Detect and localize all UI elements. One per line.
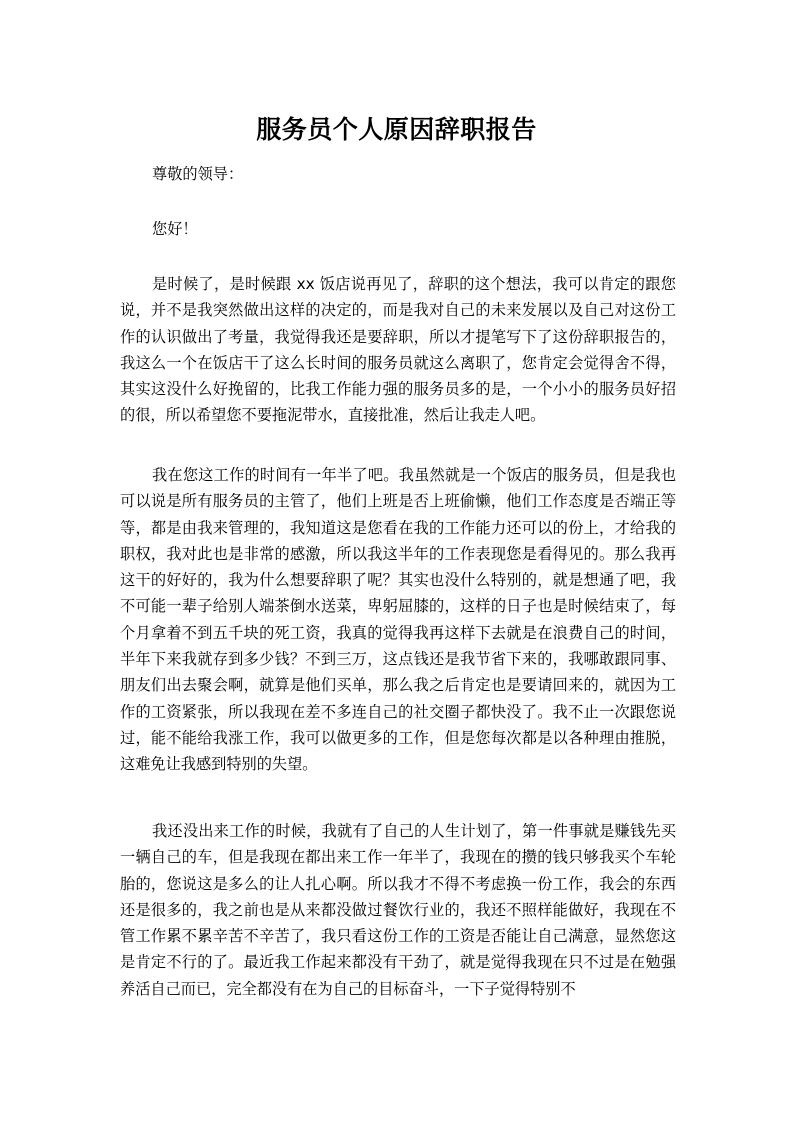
body-paragraph-1: 是时候了，是时候跟 xx 饭店说再见了，辞职的这个想法，我可以肯定的跟您说，并不是我突然做出这样的决定的，而是我对自己的未来发展以及自己对这份工作的认识做出了考量，我觉得我还是要辞职，所以才提笔写下了这份辞职报告的，我这么一个在饭店干了这么长时间的服务员就这么离职了，您肯定会觉得舍不得，其实这没什么好挽留的，比我工作能力强的服务员多的是，一个小小的服务员好招的很，所以希望您不要拖泥带水，直接批准，然后让我走人吧。 xyxy=(120,275,676,425)
body-paragraph-2: 我在您这工作的时间有一年半了吧。我虽然就是一个饭店的服务员，但是我也可以说是所有服务员的主管了，他们上班是否上班偷懒，他们工作态度是否端正等等，都是由我来管理的，我知道这是您看在我的工作能力还可以的份上，才给我的职权，我对此也是非常的感激，所以我这半年的工作表现您是看得见的。那么我再这干的好好的，我为什么想要辞职了呢？其实也没什么特别的，就是想通了吧，我不可能一辈子给别人端茶倒水送菜，卑躬屈膝的，这样的日子也是时候结束了，每个月拿着不到五千块的死工资，我真的觉得我再这样下去就是在浪费自己的时间，半年下来我就存到多少钱？不到三万，这点钱还是我节省下来的，我哪敢跟同事、朋友们出去聚会啊，就算是他们买单，那么我之后肯定也是要请回来的，就因为工作的工资紧张，所以我现在差不多连自己的社交圈子都快没了。我不止一次跟您说过，能不能给我涨工作，我可以做更多的工作，但是您每次都是以各种理由推脱，这难免让我感到特别的失望。 xyxy=(120,466,676,774)
document-title: 服务员个人原因辞职报告 xyxy=(256,115,537,144)
body-paragraph-3: 我还没出来工作的时候，我就有了自己的人生计划了，第一件事就是赚钱先买一辆自己的车，但是我现在都出来工作一年半了，我现在的攒的钱只够我买个车轮胎的，您说这是多么的让人扎心啊。所以我才不得不考虑换一份工作，我会的东西还是很多的，我之前也是从来都没做过餐饮行业的，我还不照样能做好，我现在不管工作累不累辛苦不辛苦了，我只看这份工作的工资是否能让自己满意，显然您这是肯定不行的了。最近我工作起来都没有干劲了，就是觉得我现在只不过是在勉强养活自己而已，完全都没有在为自己的目标奋斗，一下子觉得特别不 xyxy=(120,822,676,998)
salutation: 尊敬的领导： xyxy=(152,165,244,183)
greeting: 您好！ xyxy=(152,220,198,238)
